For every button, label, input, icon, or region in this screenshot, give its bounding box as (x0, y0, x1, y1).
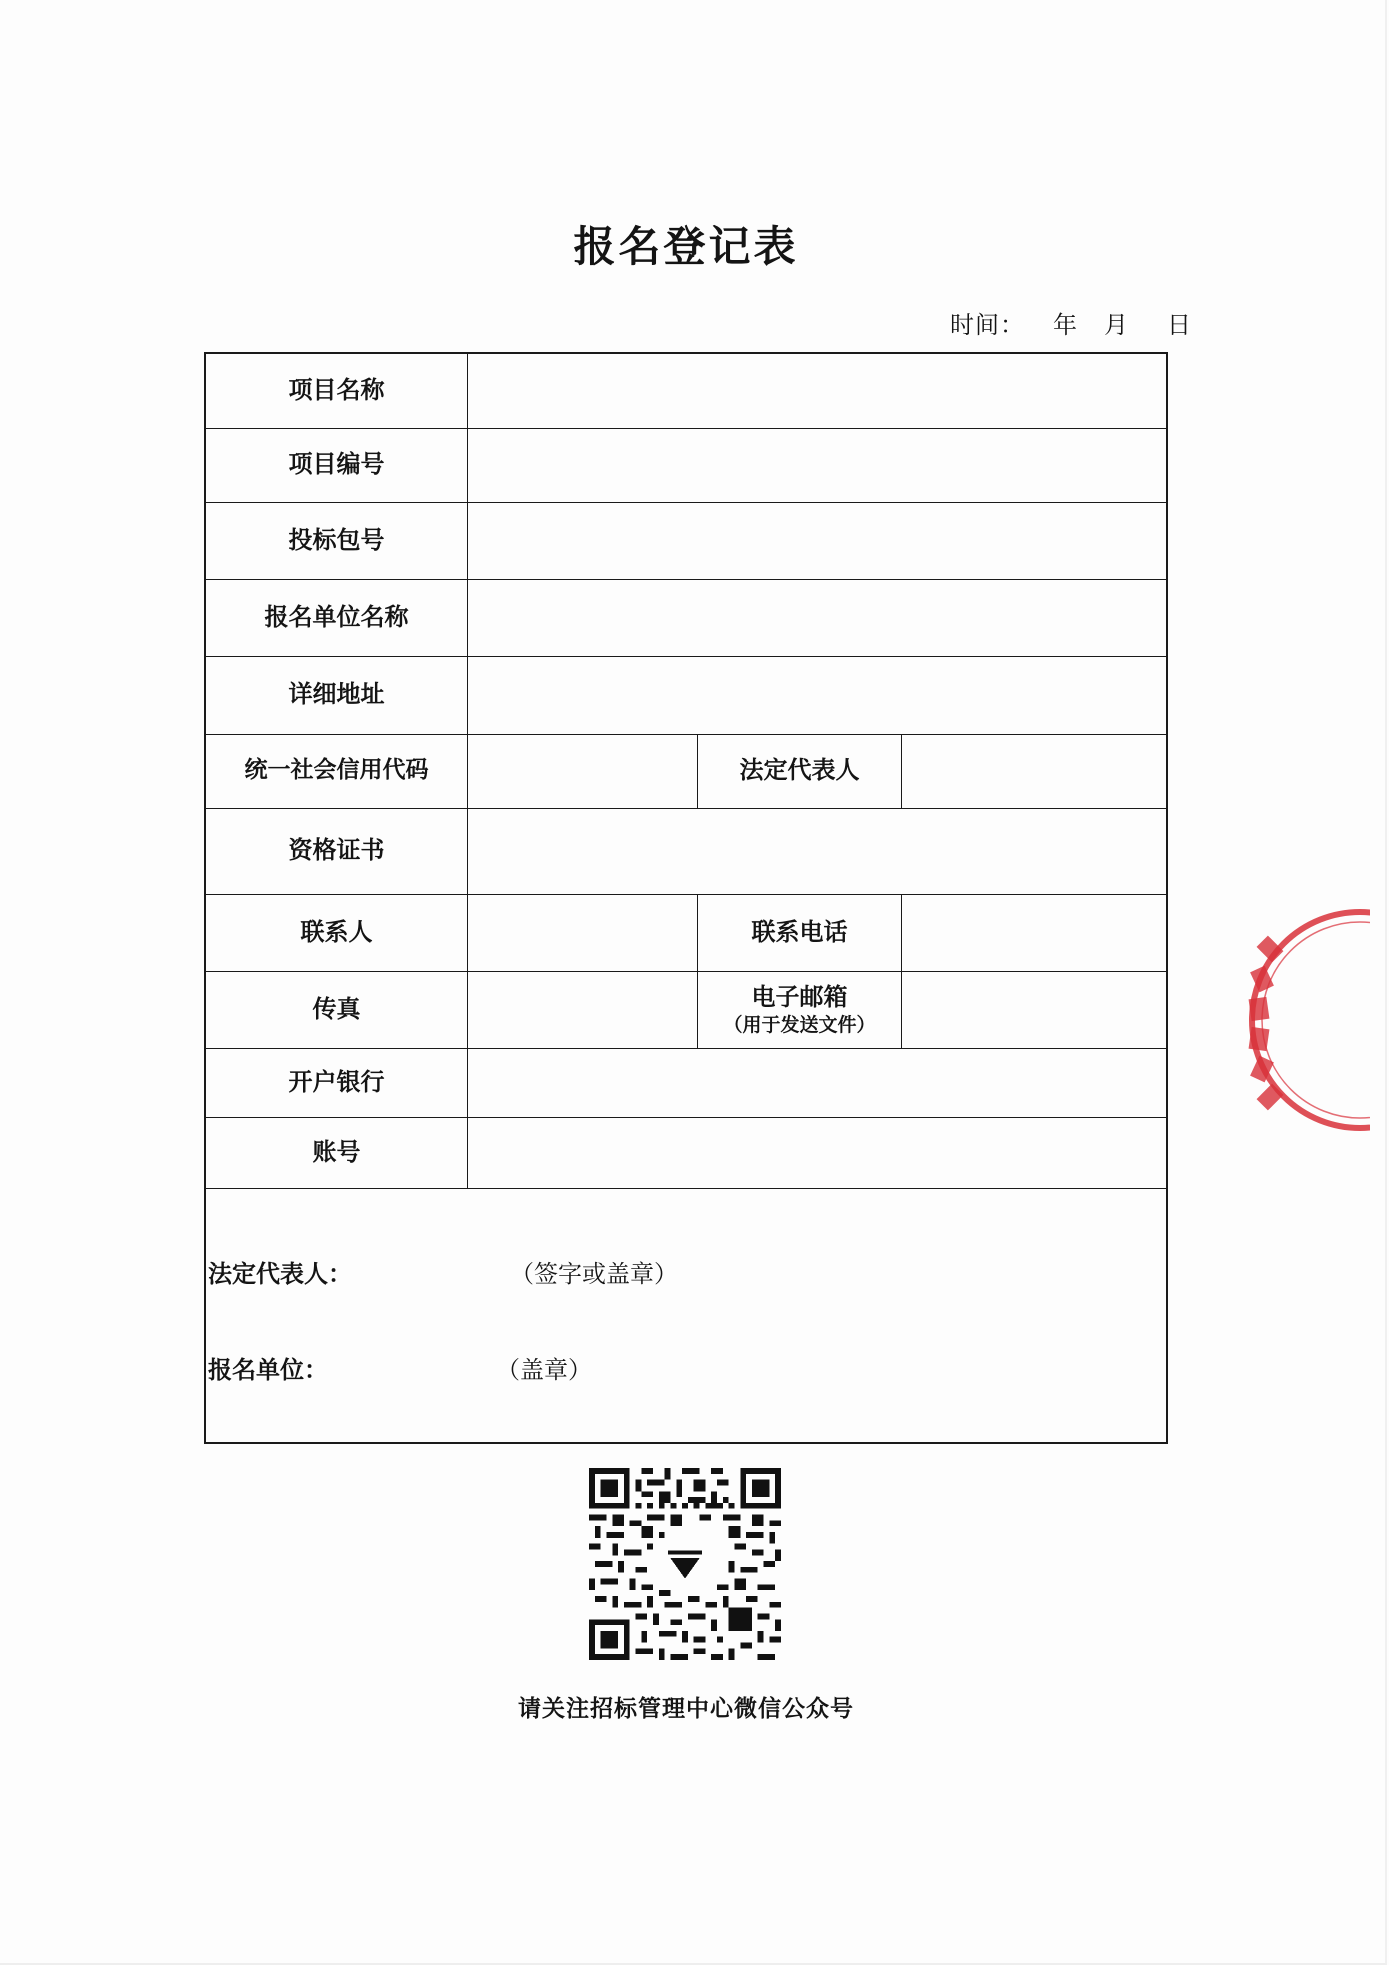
official-seal-stamp (1210, 898, 1370, 1138)
unit-seal-line (208, 1350, 592, 1385)
legal-rep-signature-line (208, 1254, 678, 1289)
label-email (698, 971, 901, 1048)
label-email-sub: （用于发送文件） (723, 1013, 876, 1036)
document-title: 报名登记表 (573, 222, 799, 271)
project-name-field[interactable] (468, 354, 1166, 428)
label-qualification: 资格证书 (288, 836, 385, 865)
unit-seal-note: （盖章） (496, 1356, 592, 1384)
label-address: 详细地址 (288, 680, 385, 709)
label-phone: 联系电话 (751, 917, 848, 946)
label-contact: 联系人 (300, 917, 373, 946)
label-bank: 开户银行 (288, 1067, 385, 1096)
account-field[interactable] (468, 1117, 1166, 1188)
legal-rep-signature-label: 法定代表人： (208, 1260, 352, 1288)
label-applicant-name: 报名单位名称 (264, 602, 409, 631)
contact-field[interactable] (468, 894, 697, 971)
project-number-field[interactable] (468, 428, 1166, 502)
legal-rep-signature-note: （签字或盖章） (510, 1260, 678, 1288)
address-field[interactable] (468, 656, 1166, 734)
email-field[interactable] (902, 971, 1166, 1048)
phone-field[interactable] (902, 894, 1166, 971)
date-row (950, 305, 1192, 340)
label-account: 账号 (312, 1137, 361, 1166)
label-project-name: 项目名称 (288, 376, 385, 405)
label-legal-rep: 法定代表人 (739, 756, 860, 785)
qr-caption: 请关注招标管理中心微信公众号 (518, 1696, 854, 1722)
date-month: 月 (1104, 311, 1129, 339)
label-bid-package: 投标包号 (288, 525, 385, 554)
row-divider (206, 1188, 1166, 1189)
qualification-field[interactable] (468, 808, 1166, 894)
registration-form-table (204, 352, 1168, 1444)
date-label: 时间： (950, 311, 1025, 339)
fax-field[interactable] (468, 971, 697, 1048)
applicant-name-field[interactable] (468, 579, 1166, 656)
date-day: 日 (1167, 311, 1192, 339)
legal-rep-field[interactable] (902, 734, 1166, 808)
label-email-main: 电子邮箱 (751, 982, 848, 1011)
bank-field[interactable] (468, 1048, 1166, 1117)
label-project-number: 项目编号 (288, 450, 385, 479)
wechat-qr-code (589, 1468, 781, 1660)
label-fax: 传真 (312, 994, 361, 1023)
bid-package-field[interactable] (468, 502, 1166, 579)
credit-code-field[interactable] (468, 734, 697, 808)
date-year: 年 (1053, 311, 1078, 339)
unit-seal-label: 报名单位： (208, 1356, 328, 1384)
label-credit-code: 统一社会信用代码 (244, 757, 429, 784)
